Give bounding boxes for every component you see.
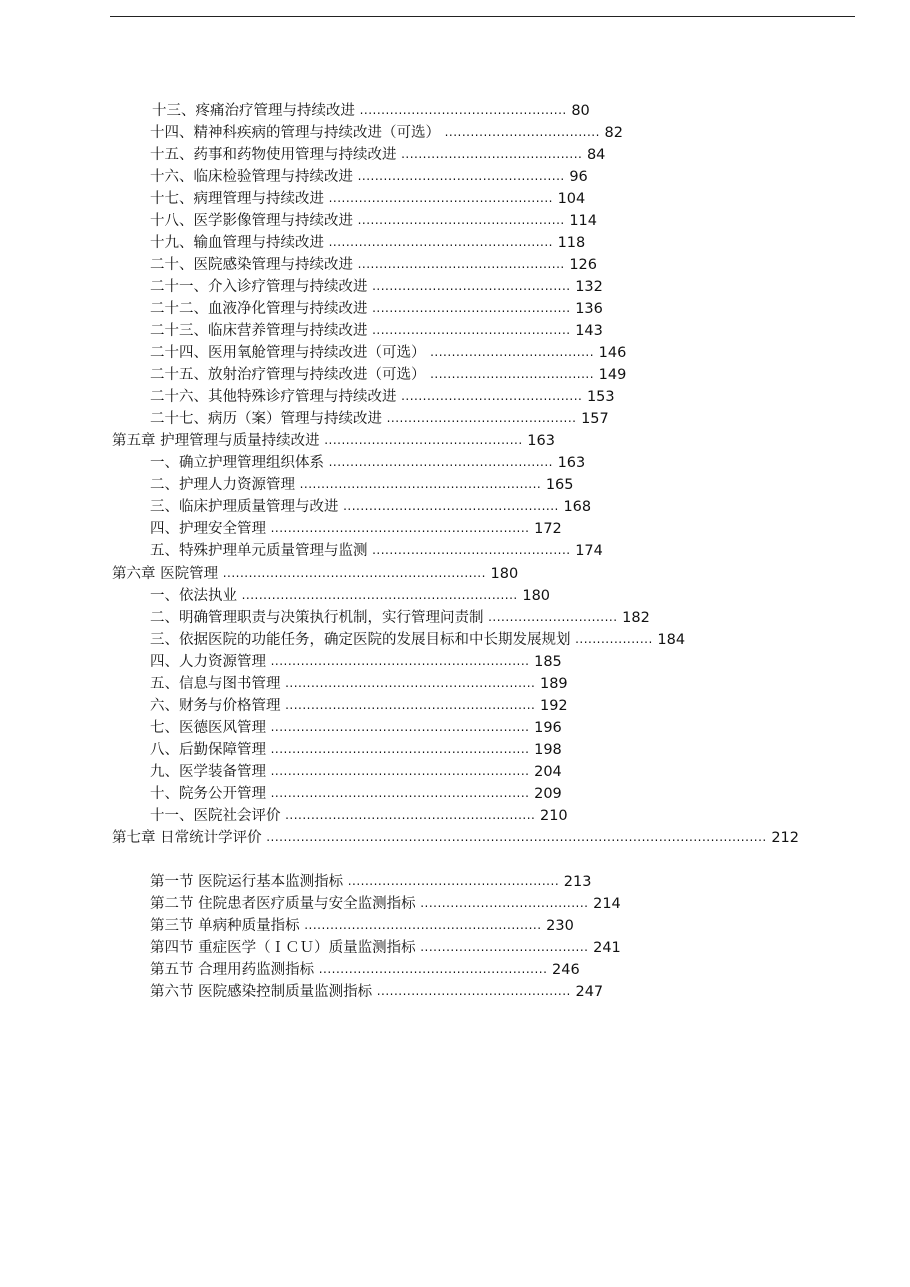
toc-entry-title: 十九、输血管理与持续改进: [150, 235, 324, 251]
toc-entry-title: 第五节 合理用药监测指标: [150, 962, 315, 978]
toc-entry-title: 四、护理安全管理: [150, 521, 266, 537]
toc-leader-dots: ..............................: [488, 610, 618, 624]
toc-entry-title: 五、特殊护理单元质量管理与监测: [150, 543, 368, 559]
toc-leader-dots: ....................................: [444, 125, 600, 139]
toc-page-number: 192: [539, 698, 568, 714]
toc-entry-title: 二十四、医用氧舱管理与持续改进（可选）: [150, 345, 426, 361]
toc-entry-infection[interactable]: [150, 253, 670, 275]
toc-entry-title: 第七章 日常统计学评价: [112, 830, 262, 846]
toc-page-number: 180: [490, 566, 519, 582]
toc-section-3[interactable]: [150, 914, 620, 936]
toc-entry-medical-records[interactable]: [150, 407, 690, 429]
toc-entry-title: 三、依据医院的功能任务，确定医院的发展目标和中长期发展规划: [150, 632, 571, 648]
toc-leader-dots: ............................................................: [270, 720, 530, 734]
toc-leader-dots: ..............................................: [372, 323, 571, 337]
toc-page-number: 163: [527, 433, 555, 449]
toc-page-number: 213: [563, 874, 592, 890]
toc-leader-dots: ..........................................: [401, 147, 583, 161]
toc-entry-imaging[interactable]: [150, 209, 670, 231]
toc-leader-dots: ....................................................: [328, 455, 553, 469]
toc-leader-dots: ..........................................................: [285, 808, 536, 822]
toc-entry-title: 十六、临床检验管理与持续改进: [150, 169, 353, 185]
toc-entry-title: 二十二、血液净化管理与持续改进: [150, 301, 368, 317]
toc-leader-dots: ........................................................: [299, 477, 542, 491]
toc-entry-title: 二、明确管理职责与决策执行机制，实行管理问责制: [150, 610, 484, 626]
toc-entry-special-nursing[interactable]: [150, 539, 670, 561]
toc-entry-title: 七、医德医风管理: [150, 720, 266, 736]
toc-page-number: 149: [598, 367, 627, 383]
toc-leader-dots: .......................................: [420, 896, 589, 910]
toc-leader-dots: .......................................................: [304, 918, 542, 932]
toc-entry-title: 三、临床护理质量管理与改进: [150, 499, 339, 515]
toc-page-number: 180: [522, 588, 551, 604]
toc-leader-dots: ............................................................: [270, 742, 530, 756]
toc-entry-title: 一、依法执业: [150, 588, 237, 604]
toc-entry-title: 四、人力资源管理: [150, 654, 266, 670]
toc-entry-development-plan[interactable]: [150, 628, 770, 650]
toc-entry-title: 八、后勤保障管理: [150, 742, 266, 758]
toc-entry-special-treatment[interactable]: [150, 385, 690, 407]
toc-page-number: 157: [581, 411, 609, 427]
toc-entry-clinical-nursing[interactable]: [150, 495, 650, 517]
toc-chapter-7[interactable]: [112, 826, 852, 848]
toc-entry-hr-management[interactable]: [150, 650, 610, 672]
toc-page-number: 241: [593, 940, 621, 956]
toc-entry-title: 第六节 医院感染控制质量监测指标: [150, 984, 373, 1000]
toc-entry-legal-practice[interactable]: [150, 584, 590, 606]
toc-entry-title: 五、信息与图书管理: [150, 676, 281, 692]
toc-page-number: 214: [593, 896, 621, 912]
toc-page-number: 143: [575, 323, 603, 339]
toc-entry-title: 二十七、病历（案）管理与持续改进: [150, 411, 382, 427]
toc-entry-title: 十五、药事和药物使用管理与持续改进: [150, 147, 397, 163]
header-rule: [110, 16, 855, 17]
toc-leader-dots: .............................................: [376, 984, 571, 998]
toc-entry-finance-pricing[interactable]: [150, 694, 620, 716]
toc-leader-dots: ....................................................: [328, 235, 553, 249]
toc-page-number: 189: [539, 676, 568, 692]
toc-entry-title: 第四节 重症医学（ＩＣＵ）质量监测指标: [150, 940, 416, 956]
toc-entry-nursing-hr[interactable]: [150, 473, 630, 495]
toc-leader-dots: ..................................................: [343, 499, 559, 513]
toc-entry-information-library[interactable]: [150, 672, 620, 694]
toc-leader-dots: ......................................: [430, 345, 595, 359]
toc-entry-title: 十七、病理管理与持续改进: [150, 191, 324, 207]
toc-leader-dots: .................................................: [347, 874, 560, 888]
toc-entry-psychiatric[interactable]: [150, 121, 710, 143]
toc-page-number: 114: [569, 213, 597, 229]
toc-entry-nursing-organization[interactable]: [150, 451, 630, 473]
toc-page-number: 212: [771, 830, 799, 846]
toc-page-number: 146: [598, 345, 627, 361]
toc-entry-pathology[interactable]: [150, 187, 670, 209]
toc-entry-title: 二十一、介入诊疗管理与持续改进: [150, 279, 368, 295]
toc-section-6[interactable]: [150, 980, 660, 1002]
toc-entry-title: 第五章 护理管理与质量持续改进: [112, 433, 320, 449]
toc-entry-title: 十、院务公开管理: [150, 786, 266, 802]
toc-entry-affairs-disclosure[interactable]: [150, 782, 610, 804]
toc-entry-title: 十一、医院社会评价: [150, 808, 281, 824]
toc-entry-title: 一、确立护理管理组织体系: [150, 455, 324, 471]
toc-page-number: 184: [657, 632, 686, 648]
toc-page-number: 82: [604, 125, 623, 141]
toc-entry-title: 第一节 医院运行基本监测指标: [150, 874, 344, 890]
toc-page-number: 247: [575, 984, 604, 1000]
toc-page-number: 196: [534, 720, 562, 736]
toc-entry-pain-treatment[interactable]: [152, 99, 672, 121]
toc-chapter-5[interactable]: [112, 429, 612, 451]
toc-page-number: 230: [546, 918, 574, 934]
toc-entry-title: 十三、疼痛治疗管理与持续改进: [152, 103, 355, 119]
toc-entry-title: 九、医学装备管理: [150, 764, 266, 780]
toc-page-number: 209: [534, 786, 562, 802]
toc-entry-title: 十四、精神科疾病的管理与持续改进（可选）: [150, 125, 440, 141]
toc-page-number: 182: [622, 610, 650, 626]
toc-chapter-6[interactable]: [112, 562, 562, 584]
toc-entry-management-duties[interactable]: [150, 606, 730, 628]
toc-entry-logistics[interactable]: [150, 738, 610, 760]
toc-entry-title: 第二节 住院患者医疗质量与安全监测指标: [150, 896, 416, 912]
toc-entry-nursing-safety[interactable]: [150, 517, 610, 539]
toc-entry-social-evaluation[interactable]: [150, 804, 620, 826]
toc-page-number: 80: [571, 103, 590, 119]
toc-leader-dots: ..................: [575, 632, 653, 646]
toc-page-number: 132: [575, 279, 603, 295]
toc-leader-dots: ......................................: [430, 367, 595, 381]
toc-leader-dots: ................................................: [357, 213, 565, 227]
toc-leader-dots: ..............................................: [372, 279, 571, 293]
toc-page-number: 174: [575, 543, 603, 559]
toc-leader-dots: ..............................................: [372, 543, 571, 557]
toc-leader-dots: ................................................................: [241, 588, 518, 602]
toc-entry-nutrition[interactable]: [150, 319, 670, 341]
toc-page-number: 153: [586, 389, 615, 405]
toc-leader-dots: ..............................................: [324, 433, 523, 447]
toc-leader-dots: ................................................: [357, 257, 565, 271]
toc-leader-dots: ............................................................: [270, 521, 530, 535]
toc-page-number: 185: [534, 654, 562, 670]
toc-leader-dots: ................................................: [357, 169, 565, 183]
toc-page-number: 126: [569, 257, 597, 273]
toc-entry-pharmacy[interactable]: [150, 143, 690, 165]
toc-leader-dots: .............................................................: [222, 566, 486, 580]
toc-entry-interventional[interactable]: [150, 275, 670, 297]
toc-page-number: 168: [563, 499, 592, 515]
toc-section-2[interactable]: [150, 892, 680, 914]
toc-page-number: 163: [557, 455, 586, 471]
toc-page-number: 104: [557, 191, 586, 207]
toc-page-number: 172: [534, 521, 562, 537]
toc-leader-dots: ............................................................: [270, 654, 530, 668]
toc-page-number: 210: [539, 808, 568, 824]
toc-leader-dots: ............................................: [386, 411, 577, 425]
toc-entry-title: 二、护理人力资源管理: [150, 477, 295, 493]
toc-leader-dots: .......................................: [420, 940, 589, 954]
toc-page-number: 246: [552, 962, 580, 978]
toc-entry-title: 六、财务与价格管理: [150, 698, 281, 714]
toc-entry-transfusion[interactable]: [150, 231, 670, 253]
toc-entry-hyperbaric[interactable]: [150, 341, 710, 363]
toc-leader-dots: ................................................: [359, 103, 567, 117]
toc-leader-dots: ............................................................: [270, 786, 530, 800]
toc-page-number: 198: [534, 742, 562, 758]
toc-entry-medical-equipment[interactable]: [150, 760, 610, 782]
toc-entry-title: 第三节 单病种质量指标: [150, 918, 300, 934]
toc-section-4[interactable]: [150, 936, 680, 958]
toc-leader-dots: .....................................................: [318, 962, 548, 976]
toc-section-1[interactable]: [150, 870, 640, 892]
toc-leader-dots: ..........................................................: [285, 698, 536, 712]
toc-page-number: 204: [534, 764, 562, 780]
toc-leader-dots: ....................................................: [328, 191, 553, 205]
toc-entry-title: 二十三、临床营养管理与持续改进: [150, 323, 368, 339]
toc-leader-dots: ....................................................................................................................: [266, 830, 767, 844]
toc-entry-medical-ethics[interactable]: [150, 716, 610, 738]
toc-entry-title: 第六章 医院管理: [112, 566, 219, 582]
toc-page-number: 165: [545, 477, 574, 493]
toc-entry-title: 十八、医学影像管理与持续改进: [150, 213, 353, 229]
toc-page-number: 118: [557, 235, 586, 251]
toc-entry-title: 二十、医院感染管理与持续改进: [150, 257, 353, 273]
toc-leader-dots: ..............................................: [372, 301, 571, 315]
toc-page-number: 84: [586, 147, 606, 163]
toc-page-number: 136: [575, 301, 603, 317]
toc-leader-dots: ..........................................................: [285, 676, 536, 690]
toc-page-number: 96: [569, 169, 588, 185]
toc-entry-radiotherapy[interactable]: [150, 363, 710, 385]
toc-entry-blood-purification[interactable]: [150, 297, 670, 319]
toc-entry-lab[interactable]: [150, 165, 670, 187]
toc-leader-dots: ..........................................: [401, 389, 583, 403]
toc-section-5[interactable]: [150, 958, 630, 980]
toc-entry-title: 二十五、放射治疗管理与持续改进（可选）: [150, 367, 426, 383]
toc-leader-dots: ............................................................: [270, 764, 530, 778]
toc-entry-title: 二十六、其他特殊诊疗管理与持续改进: [150, 389, 397, 405]
